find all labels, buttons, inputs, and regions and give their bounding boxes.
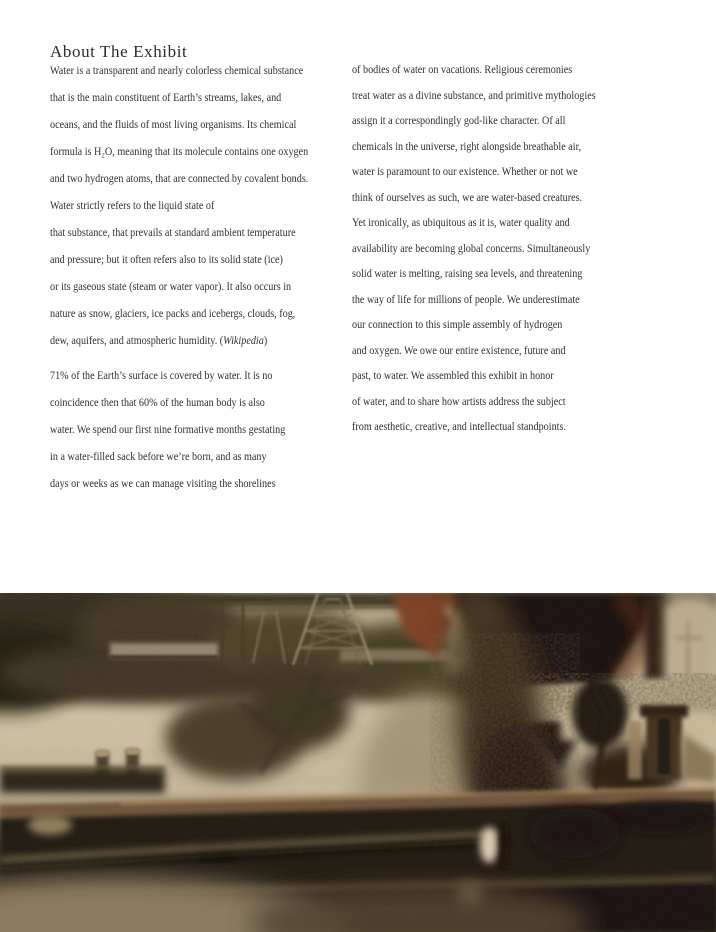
- text-line: formula is H₂O, meaning that its molecule contains one oxygen: [50, 146, 309, 158]
- text-line: Water strictly refers to the liquid state of: [50, 200, 215, 212]
- film-grain-overlay: [0, 593, 716, 932]
- text-line: and two hydrogen atoms, that are connected by covalent bonds.: [50, 173, 309, 185]
- text-line: oceans, and the fluids of most living organisms. Its chemical: [50, 119, 297, 131]
- text-line: past, to water. We assembled this exhibit in honor: [352, 370, 554, 382]
- text-line: and oxygen. We owe our entire existence, future and: [352, 344, 566, 357]
- text-line: the way of life for millions of people. We underestimate: [352, 293, 580, 306]
- text-line: from aesthetic, creative, and intellectual standpoints.: [352, 421, 567, 433]
- text-line: assign it a correspondingly god-like character. Of all: [352, 115, 566, 127]
- text-line: or its gaseous state (steam or water vapor). It also occurs in: [50, 281, 292, 293]
- text-line: availability are becoming global concerns. Simultaneously: [352, 242, 591, 255]
- page-title: About The Exhibit: [50, 42, 188, 62]
- text-line: our connection to this simple assembly of hydrogen: [352, 319, 563, 331]
- paragraph: [50, 58, 338, 355]
- text-line: water is paramount to our existence. Whether or not we: [352, 166, 578, 178]
- text-line: water. We spend our first nine formative months gestating: [50, 424, 286, 436]
- left-column: [50, 58, 338, 498]
- text-line: dew, aquifers, and atmospheric humidity. (Wikipedia): [50, 335, 268, 347]
- text-line: that substance, that prevails at standard ambient temperature: [50, 227, 296, 239]
- text-line: chemicals in the universe, right alongside breathable air,: [352, 140, 582, 153]
- paragraph: [50, 363, 338, 498]
- text-line: Water is a transparent and nearly colorless chemical substance: [50, 65, 304, 77]
- photo-svg: [0, 593, 716, 932]
- text-line: treat water as a divine substance, and primitive mythologies: [352, 89, 596, 102]
- text-line: 71% of the Earth’s surface is covered by water. It is no: [50, 370, 273, 382]
- text-line: of bodies of water on vacations. Religious ceremonies: [352, 64, 573, 76]
- text-line: of water, and to share how artists address the subject: [352, 395, 566, 408]
- text-line: think of ourselves as such, we are water-based creatures.: [352, 191, 583, 204]
- text-line: and pressure; but it often refers also to its solid state (ice): [50, 254, 283, 266]
- text-line: Yet ironically, as ubiquitous as it is, water quality and: [352, 217, 570, 229]
- text-line: that is the main constituent of Earth’s streams, lakes, and: [50, 92, 282, 104]
- text-line: in a water-filled sack before we’re born, and as many: [50, 451, 267, 463]
- text-line: nature as snow, glaciers, ice packs and icebergs, clouds, fog,: [50, 308, 296, 320]
- exhibit-photo: [0, 593, 716, 932]
- text-line: coincidence then that 60% of the human body is also: [50, 397, 265, 409]
- text-line: days or weeks as we can manage visiting the shorelines: [50, 478, 276, 490]
- text-line: solid water is melting, raising sea levels, and threatening: [352, 268, 583, 280]
- right-column: [352, 58, 649, 441]
- paragraph: [352, 58, 649, 441]
